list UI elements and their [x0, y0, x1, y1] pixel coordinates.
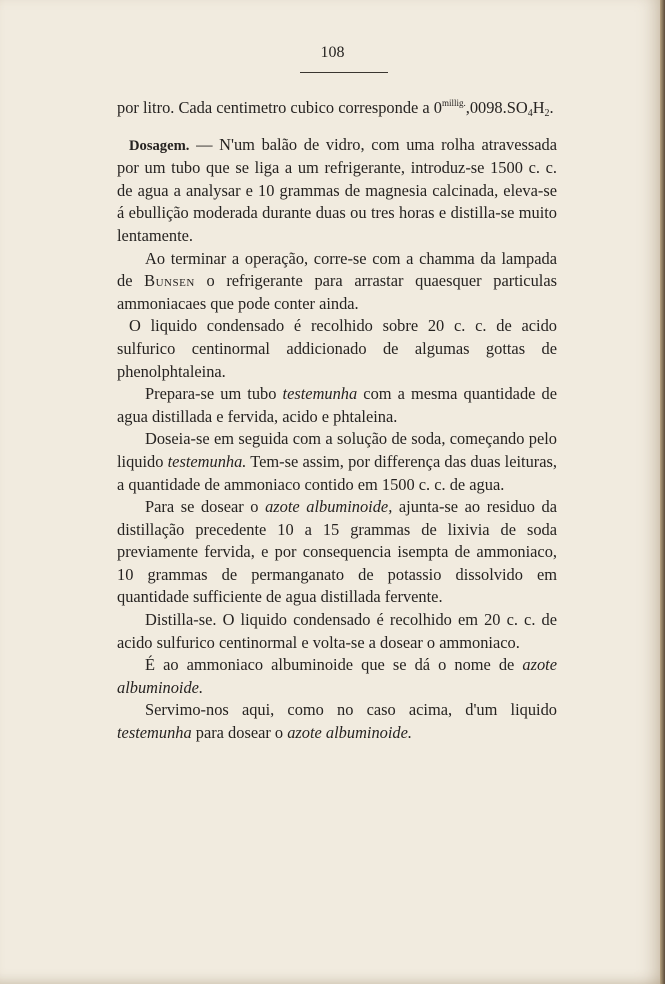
paragraph-9: É ao ammoniaco albuminoide que se dá o nome de azote albuminoide. — [117, 655, 557, 697]
author-name: Bunsen — [144, 271, 195, 291]
header-rule — [300, 72, 388, 73]
paragraph-3: Ao terminar a operação, corre-se com a chamma da lampada de Bunsen o refrigerante para arrastar quaesquer particulas ammoniacaes que pode conter ainda. — [117, 248, 557, 313]
paragraph-5: Prepara-se um tubo testemunha com a mesma quantidade de agua distillada e fervida, acido e phtaleina. — [117, 384, 557, 426]
paragraph-4: O liquido condensado é recolhido sobre 20 c. c. de acido sulfurico centinormal addicionado de algumas gottas de phenolphtaleina. — [117, 316, 557, 381]
page-number: 108 — [320, 44, 345, 61]
page-edge — [660, 0, 665, 984]
paragraph-1: por litro. Cada centimetro cubico corresponde a $0^{millig.},0098.SO_4H_2$. — [117, 98, 554, 119]
page-body — [117, 97, 557, 745]
paragraph-10: Servimo-nos aqui, como no caso acima, d'um liquido testemunha para dosear o azote albuminoide. — [117, 700, 557, 743]
section-lead: Dosagem. — [129, 137, 190, 154]
paragraph-7: Para se dosear o azote albuminoide, ajunta-se ao residuo da distillação precedente 10 a 15 grammas de lixivia de soda previamente fervida, e por consequencia isempta de ammoniaco, 10 grammas de permanganato de potassio dissolvido em quantidade sufficiente de agua distillada fervente. — [117, 497, 557, 607]
paragraph-8: Distilla-se. O liquido condensado é recolhido em 20 c. c. de acido sulfurico centinormal e volta-se a dosear o ammoniaco. — [117, 610, 557, 652]
paragraph-6: Doseia-se em seguida com a solução de soda, começando pelo liquido testemunha. Tem-se assim, por differença das duas leituras, a quantidade de ammoniaco contido em 1500 c. c. de agua. — [117, 429, 557, 494]
paragraph-2: Dosagem. — N'um balão de vidro, com uma rolha atravessada por um tubo que se liga a um refrigerante, introduz-se 1500 c. c. de agua a analysar e 10 grammas de magnesia calcinada, eleva-se á ebullição moderada durante duas ou tres horas e distilla-se muito lentamente. — [117, 134, 557, 245]
